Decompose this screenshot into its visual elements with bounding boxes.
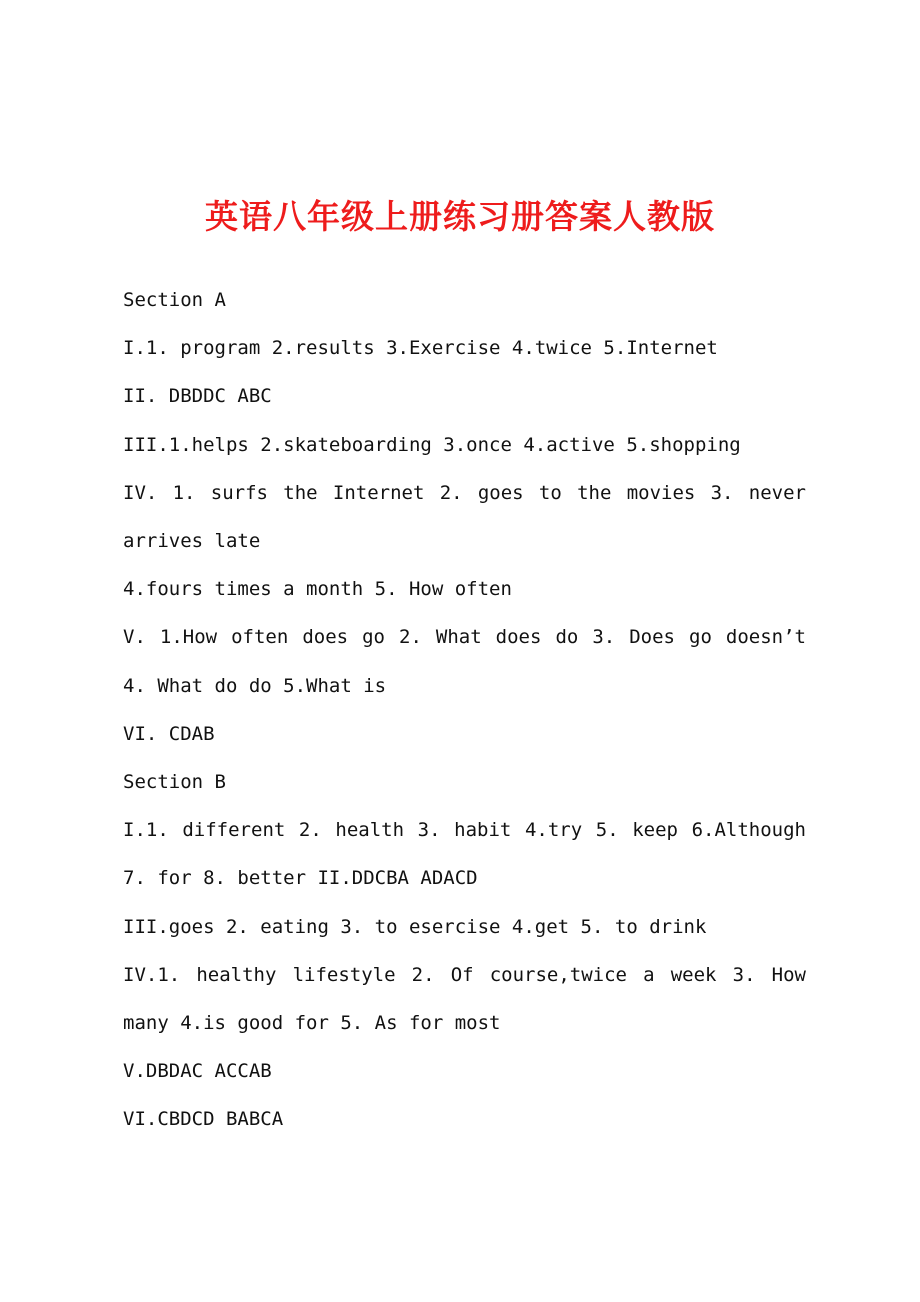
section-a-part-i: I.1. program 2.results 3.Exercise 4.twice 5.Internet bbox=[123, 337, 718, 360]
document-body bbox=[123, 276, 806, 1144]
section-a-part-iv: IV. 1. surfs the Internet 2. goes to the movies 3. never arrives late bbox=[123, 481, 806, 552]
section-a-part-v: V. 1.How often does go 2. What does do 3. Does go doesn’t 4. What do do 5.What is bbox=[123, 626, 806, 697]
section-b-part-vi: VI.CBDCD BABCA bbox=[123, 1108, 284, 1131]
section-a-part-iii: III.1.helps 2.skateboarding 3.once 4.active 5.shopping bbox=[123, 433, 741, 456]
document-title: 英语八年级上册练习册答案人教版 bbox=[205, 197, 715, 236]
section-a-heading: Section A bbox=[123, 289, 226, 311]
section-b-part-iii: III.goes 2. eating 3. to esercise 4.get 5. to drink bbox=[123, 915, 707, 938]
section-a-part-vi: VI. CDAB bbox=[123, 722, 215, 745]
section-b-part-i-ii: I.1. different 2. health 3. habit 4.try 5. keep 6.Although 7. for 8. better II.DDCBA ADACD bbox=[123, 819, 806, 890]
section-a-part-ii: II. DBDDC ABC bbox=[123, 385, 272, 408]
section-b-part-iv: IV.1. healthy lifestyle 2. Of course,twice a week 3. How many 4.is good for 5. As for most bbox=[123, 963, 806, 1034]
section-b-part-v: V.DBDAC ACCAB bbox=[123, 1060, 272, 1083]
section-b-heading: Section B bbox=[123, 770, 226, 793]
section-a-part-iv-continued: 4.fours times a month 5. How often bbox=[123, 578, 512, 601]
